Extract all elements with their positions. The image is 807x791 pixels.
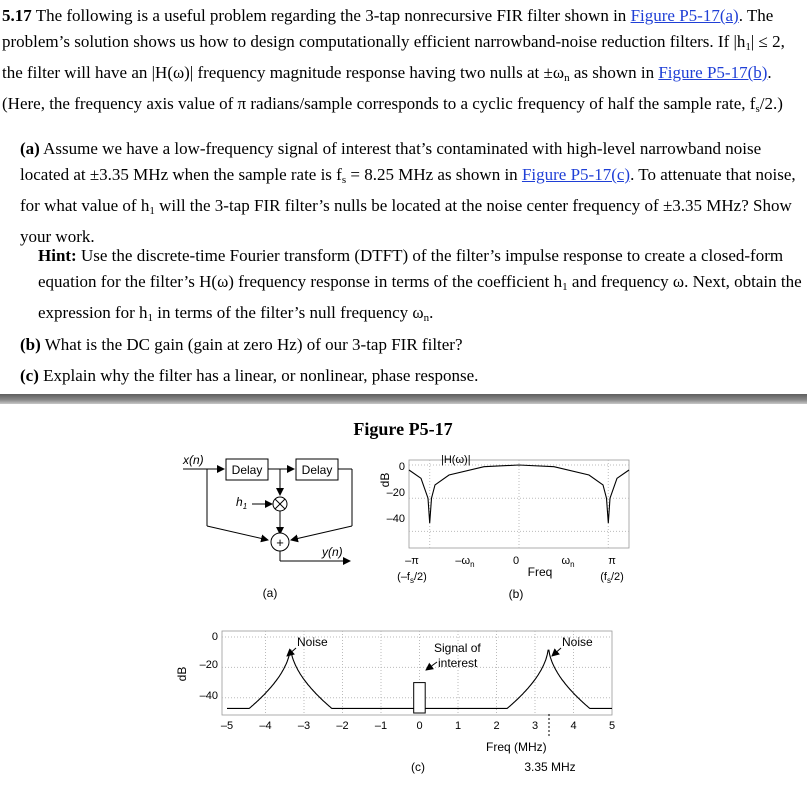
coef-label: $h_1$	[236, 495, 248, 511]
plot-b-ytick-40: –40	[386, 513, 405, 525]
figure-title: Figure P5-17	[353, 419, 453, 439]
figure-svg	[0, 394, 807, 791]
hint-text-3: in terms of the filter’s null frequency ω	[153, 303, 424, 322]
part-a	[20, 136, 807, 250]
part-a-text-4: will the 3-tap FIR filter’s nulls be located at the noise center frequency of ±3.35 MHz? Show your work.	[20, 196, 792, 246]
plot-c-xticks	[221, 720, 615, 732]
plot-c	[175, 631, 615, 774]
omega-n-sub: n	[564, 72, 570, 84]
figure-b-link[interactable]: Figure P5-17(b)	[658, 63, 768, 82]
intro-text-4: as shown in	[569, 63, 659, 82]
delay-label-2: Delay	[301, 463, 333, 477]
intro-text-5: . (Here, the frequency axis value of π radians/sample corresponds to a cyclic frequency of half the sample rate, f	[2, 63, 772, 113]
plot-b-ylabel: dB	[378, 472, 392, 488]
plot-c-xtick: –5	[220, 720, 234, 732]
plot-c-xtick: –1	[374, 720, 388, 732]
signal-label-line-2: interest	[438, 656, 478, 670]
hint-h1-sub-1: 1	[562, 281, 568, 293]
plot-b-ytick-0: 0	[398, 461, 405, 473]
caption-c: (c)	[411, 760, 425, 774]
plot-b-xtick-0: 0	[512, 555, 520, 567]
part-a-text-3: . To attenuate that noise, for what value of h	[20, 165, 796, 215]
signal-label-line-1: Signal of	[434, 641, 481, 655]
plot-b-xlabel: Freq	[527, 565, 553, 579]
plot-b-xtick-pi: π	[608, 555, 616, 567]
part-a-text-2: = 8.25 MHz as shown in	[346, 165, 522, 184]
tap0-arrow	[207, 526, 268, 540]
delay-label-1: Delay	[231, 463, 263, 477]
plot-b-xtick-neg-pi: –π	[405, 555, 419, 567]
plot-b-ytick-20: –20	[386, 487, 405, 499]
fs-sub: s	[755, 103, 760, 115]
noise-label-right: Noise	[562, 635, 593, 649]
hint-omega-n-sub: n	[423, 312, 430, 324]
plot-c-xtick: 5	[608, 720, 616, 732]
hint-text-4: .	[429, 303, 434, 322]
plot-c-ylabel: dB	[175, 666, 189, 682]
hint-h1-sub-2: 1	[147, 312, 154, 324]
part-c-label: (c)	[20, 366, 39, 385]
plot-c-xtick: 2	[493, 720, 500, 732]
plot-c-xtick: 4	[570, 720, 577, 732]
part-a-text-1: Assume we have a low-frequency signal of interest that’s contaminated with high-level narrowband noise located at ±3.35 MHz when the sample rate is f	[20, 139, 762, 184]
tap2-arrow	[291, 526, 352, 540]
plot-c-xlabel: Freq (MHz)	[486, 740, 547, 754]
block-diagram	[182, 453, 352, 600]
caption-a: (a)	[262, 586, 278, 600]
part-b-label: (b)	[20, 335, 41, 354]
plot-c-ytick-0: 0	[211, 631, 218, 643]
hint-label: Hint:	[38, 246, 77, 265]
caption-b: (b)	[508, 587, 524, 601]
input-label: x(n)	[183, 453, 204, 467]
plot-b-xtick-neg-wn: $-\omega_n$	[455, 555, 475, 569]
plot-b-pos-half-fs: $(f_s/2)$	[600, 571, 624, 585]
plot-c-xtick: 1	[454, 720, 462, 732]
plot-c-xtick: 3	[531, 720, 539, 732]
problem-statement	[2, 3, 805, 122]
hint	[38, 243, 807, 331]
plot-b-curve-label: |H(ω)|	[441, 454, 471, 466]
part-a-label: (a)	[20, 139, 40, 158]
part-b-text: What is the DC gain (gain at zero Hz) of our 3-tap FIR filter?	[44, 335, 463, 354]
adder-sign: +	[276, 535, 284, 550]
intro-text-2: . The problem’s solution shows us how to design computationally efficient narrowband-noise reduction filters. If |h	[2, 6, 774, 51]
plot-b	[378, 454, 629, 601]
plot-b-frame	[409, 460, 629, 548]
part-c	[20, 363, 807, 389]
part-b	[20, 332, 807, 358]
intro-text-1: The following is a useful problem regarding the 3-tap nonrecursive FIR filter shown in	[35, 6, 631, 25]
output-label: y(n)	[322, 545, 343, 559]
h1-sub: 1	[745, 41, 751, 53]
plot-c-xtick: –3	[297, 720, 311, 732]
plot-c-ytick-40: –40	[199, 690, 218, 702]
plot-b-xtick-wn: $\omega_n$	[561, 555, 575, 569]
figure-c-link[interactable]: Figure P5-17(c)	[521, 165, 631, 184]
problem-number: 5.17	[2, 6, 32, 25]
marker-3-35-label: 3.35 MHz	[524, 760, 576, 774]
plot-b-neg-half-fs: $(-f_s/2)$	[397, 571, 427, 585]
plot-c-ytick-20: –20	[199, 659, 218, 671]
plot-c-xtick: –4	[259, 720, 272, 732]
hint-text-2: and frequency ω. Next, obtain the expression for h	[38, 272, 802, 322]
intro-text-3: | ≤ 2, the filter will have an |H(ω)| frequency magnitude response having two nulls at ±ω	[2, 32, 785, 82]
figure-a-link[interactable]: Figure P5-17(a)	[630, 6, 739, 25]
plot-c-xtick: 0	[416, 720, 423, 732]
figure-p5-17	[0, 394, 807, 791]
part-c-text: Explain why the filter has a linear, or nonlinear, phase response.	[43, 366, 479, 385]
hint-text-1: Use the discrete-time Fourier transform (DTFT) of the filter’s impulse response to create a closed-form equation for the filter’s H(ω) frequency response in terms of the coefficient h	[38, 246, 784, 291]
noise-label-left: Noise	[297, 635, 328, 649]
signal-of-interest-band	[414, 683, 426, 713]
part-a-fs-sub: s	[341, 174, 347, 186]
plot-c-xtick: –2	[336, 720, 349, 732]
intro-text-6: /2.)	[759, 94, 783, 113]
part-a-h1-sub: 1	[149, 205, 155, 217]
